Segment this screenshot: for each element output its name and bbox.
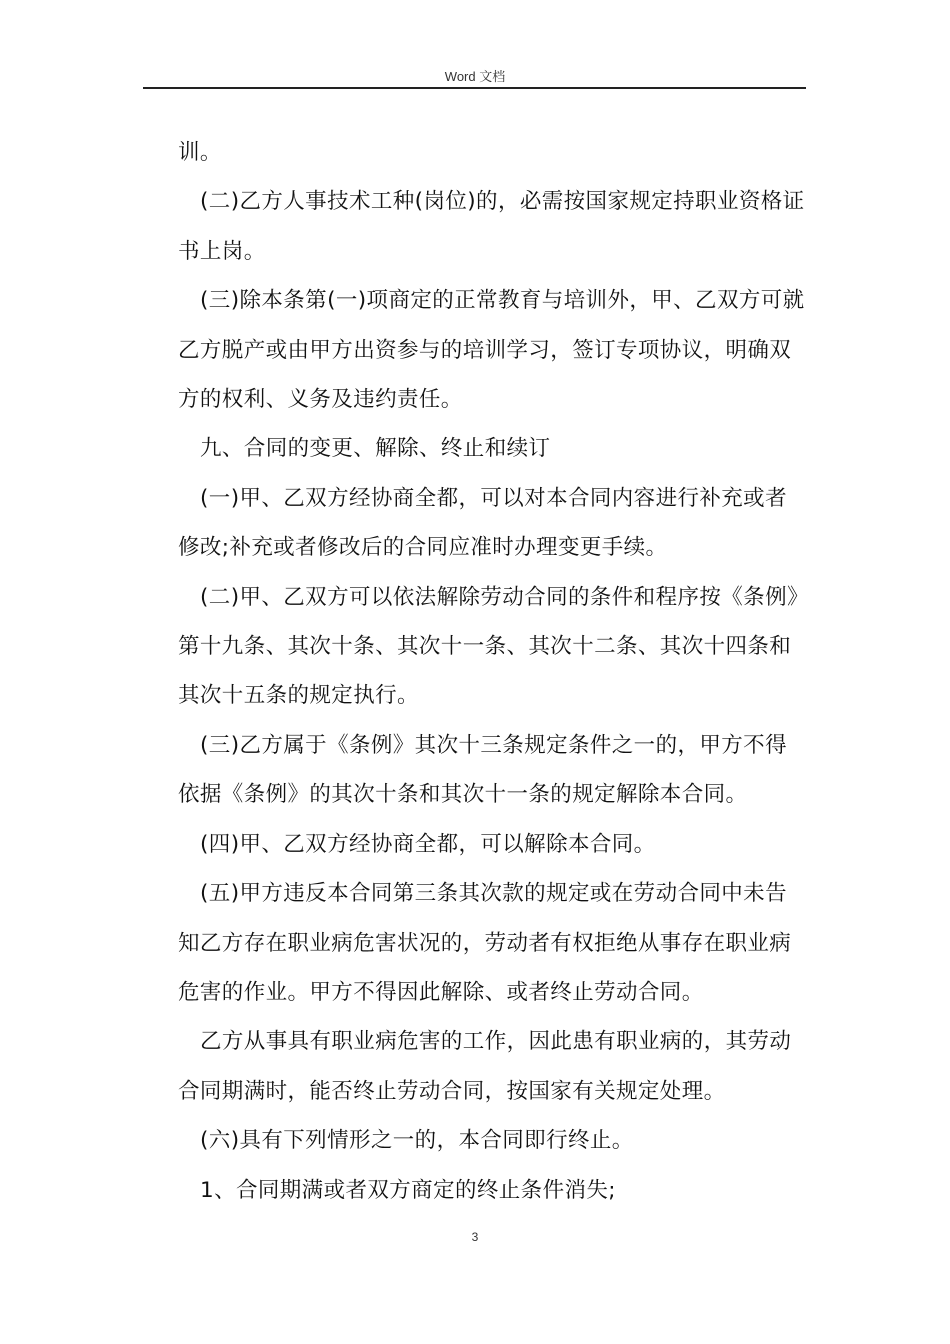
section-heading-9: 九、合同的变更、解除、终止和续订 <box>200 436 551 462</box>
paragraph-1: 训。 <box>178 140 222 165</box>
paragraph-2: (二)乙方人事技术工种(岗位)的，必需按国家规定持职业资格证书上岗。 <box>178 189 805 264</box>
paragraph-5: (一)甲、乙双方经协商全都，可以对本合同内容进行补充或者修改;补充或者修改后的合同应准时办理变更手续。 <box>178 485 787 561</box>
paragraph-10: 乙方从事具有职业病危害的工作，因此患有职业病的，其劳动合同期满时，能否终止劳动合同，按国家有关规定处理。 <box>178 1029 792 1104</box>
paragraph-12: 1、合同期满或者双方商定的终止条件消失; <box>200 1177 616 1203</box>
page-number: 3 <box>471 1230 479 1244</box>
paragraph-8: (四)甲、乙双方经协商全都，可以解除本合同。 <box>200 831 656 857</box>
page-header: Word 文档 <box>444 69 506 84</box>
paragraph-3: (三)除本条第(一)项商定的正常教育与培训外，甲、乙双方可就乙方脱产或由甲方出资参与的培训学习，签订专项协议，明确双方的权利、义务及违约责任。 <box>178 288 805 413</box>
paragraph-9: (五)甲方违反本合同第三条其次款的规定或在劳动合同中未告知乙方存在职业病危害状况的，劳动者有权拒绝从事存在职业病危害的作业。甲方不得因此解除、或者终止劳动合同。 <box>178 881 792 1005</box>
document-body <box>178 128 806 1215</box>
paragraph-11: (六)具有下列情形之一的，本合同即行终止。 <box>200 1128 634 1154</box>
paragraph-6: (二)甲、乙双方可以依法解除劳动合同的条件和程序按《条例》第十九条、其次十条、其次十一条、其次十二条、其次十四条和其次十五条的规定执行。 <box>178 584 799 709</box>
paragraph-7: (三)乙方属于《条例》其次十三条规定条件之一的，甲方不得依据《条例》的其次十条和其次十一条的规定解除本合同。 <box>178 732 787 808</box>
header-divider <box>143 87 806 89</box>
